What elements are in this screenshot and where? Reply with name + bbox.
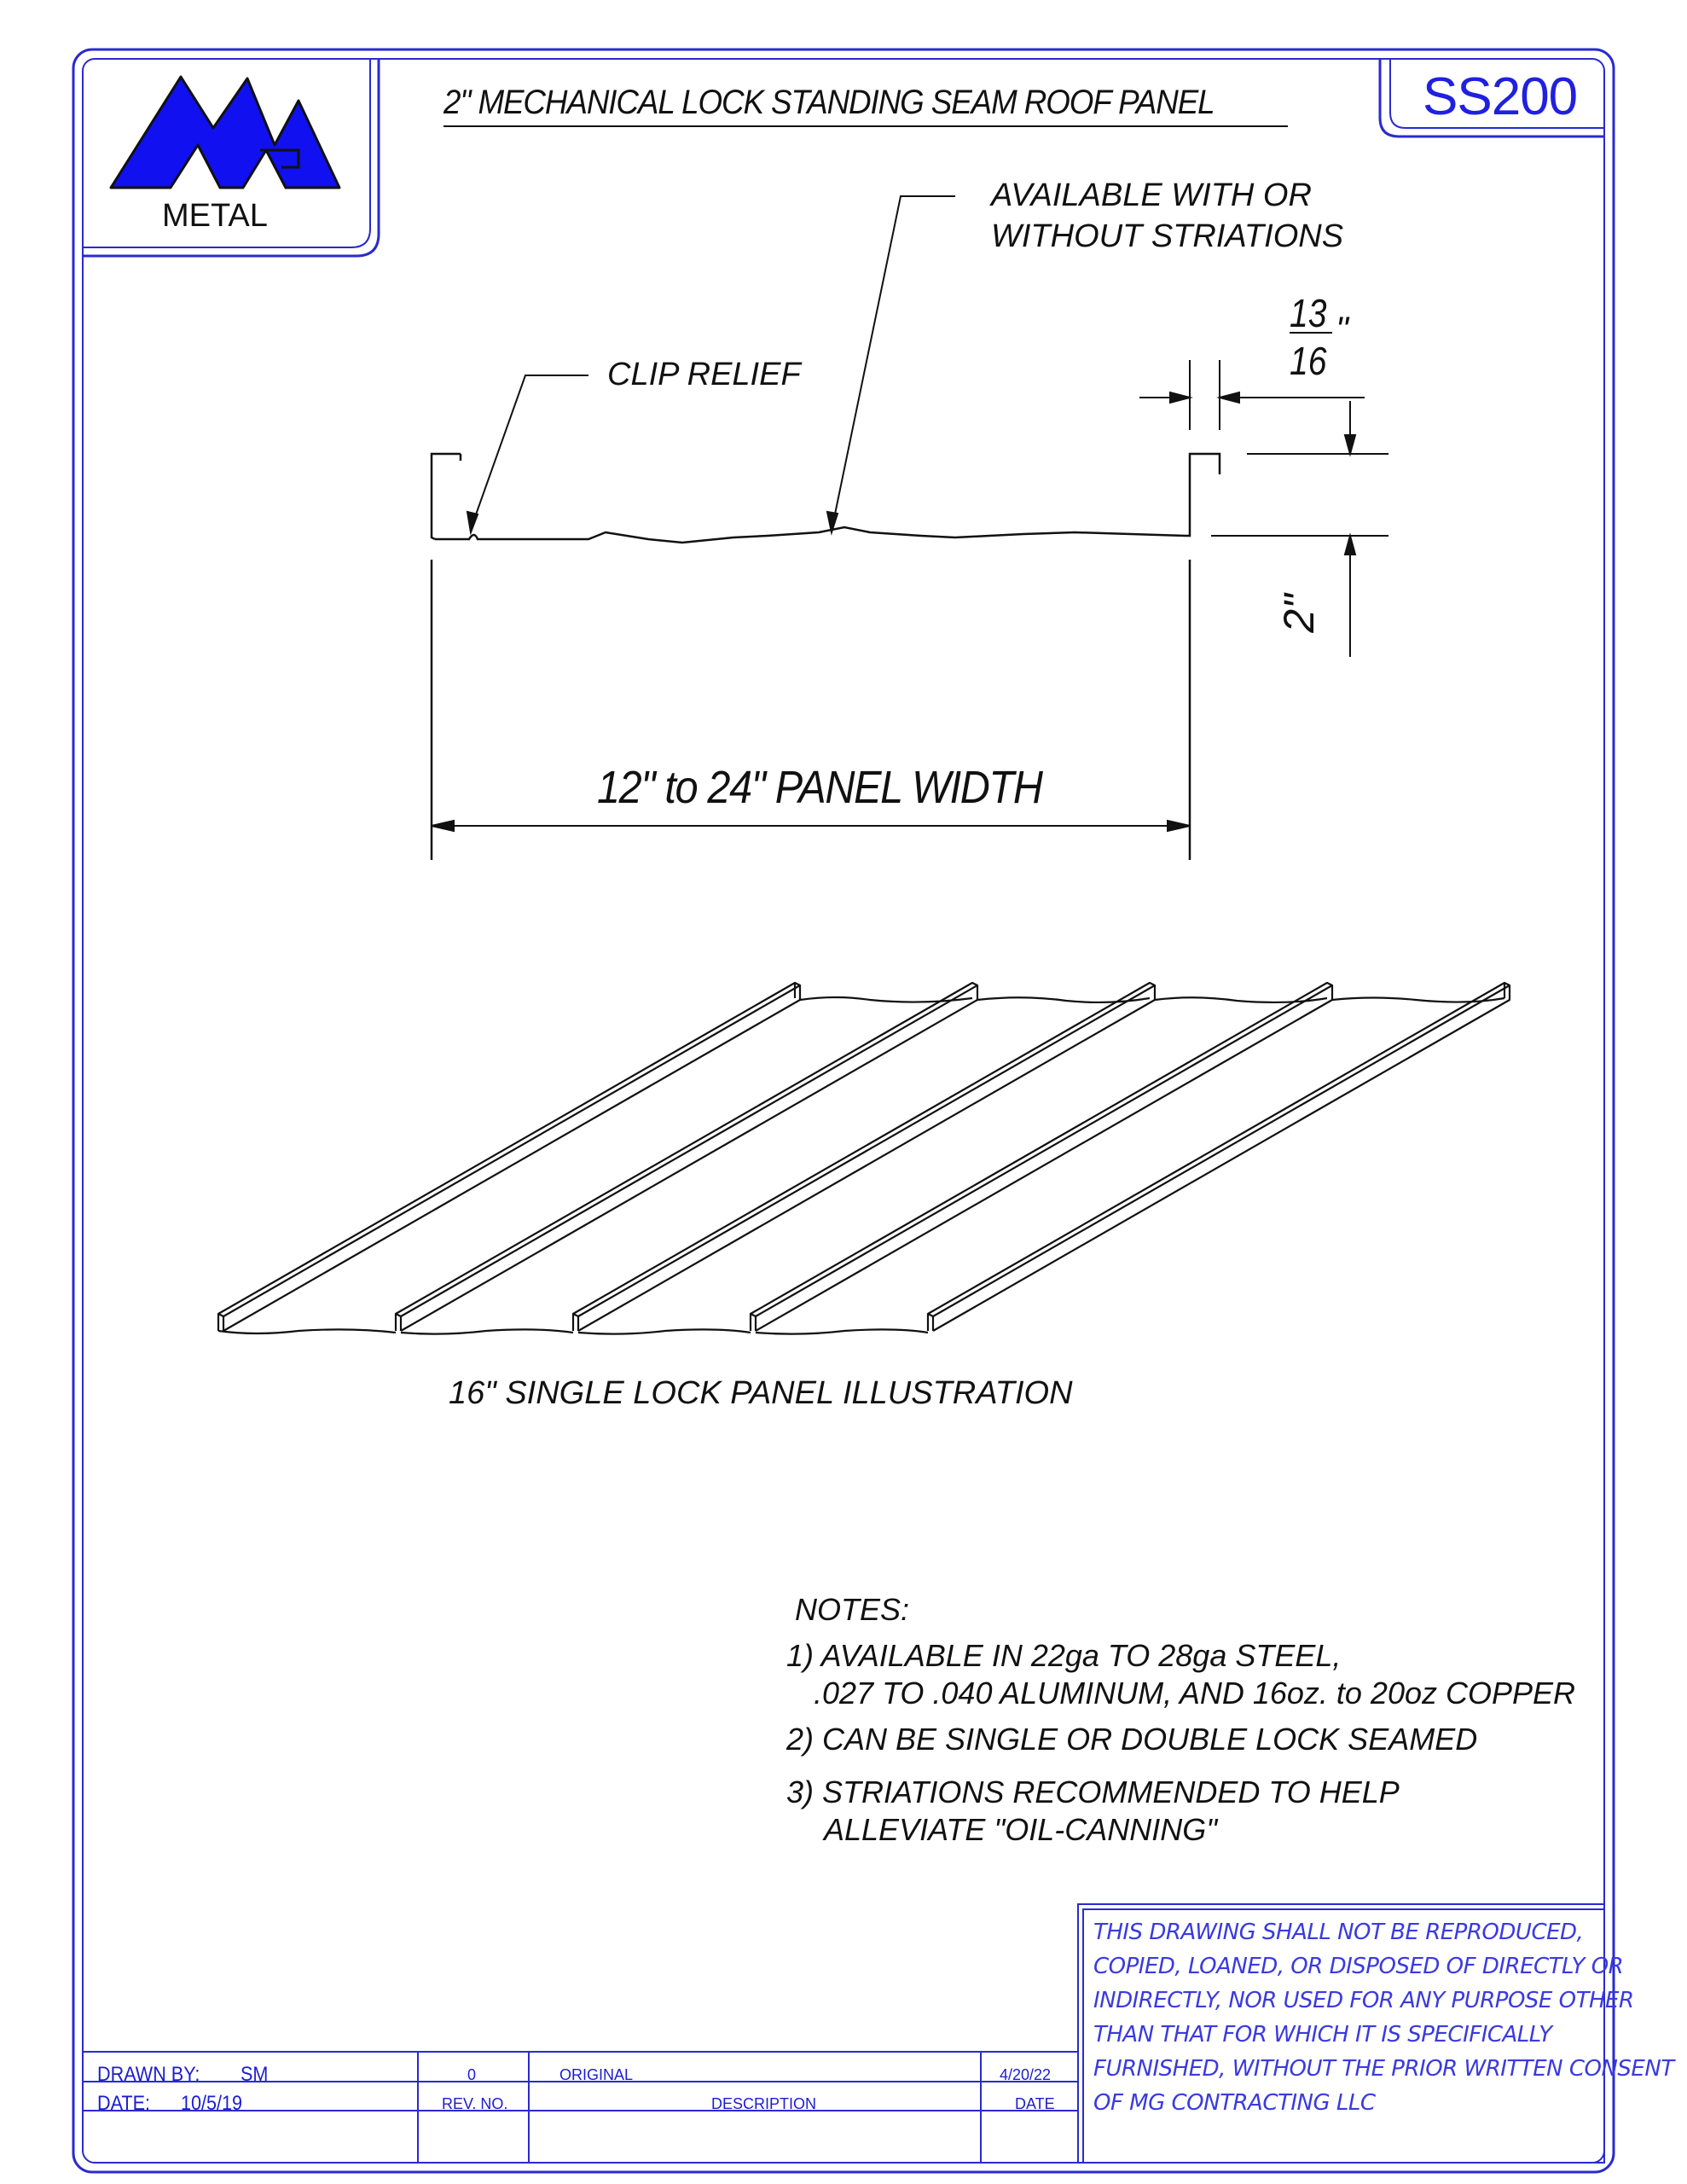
disclaimer-line1: THIS DRAWING SHALL NOT BE REPRODUCED, [1093,1920,1584,1945]
note-1-line1: 1) AVAILABLE IN 22ga TO 28ga STEEL, [786,1638,1342,1673]
date-label: DATE: [97,2092,151,2115]
clip-relief-callout: CLIP RELIEF [607,357,801,392]
striations-callout-line2: WITHOUT STRIATIONS [991,218,1344,254]
drawing-title: 2" MECHANICAL LOCK STANDING SEAM ROOF PANEL [443,84,1215,121]
panel-illustration [218,983,1510,1334]
description-label: DESCRIPTION [711,2095,817,2112]
rev-no-label: REV. NO. [442,2095,508,2112]
outer-border [73,49,1614,2172]
panel-width-label: 12" to 24" PANEL WIDTH [597,762,1042,813]
mg-logo-mark [111,77,339,188]
notes-heading: NOTES: [795,1592,910,1627]
disclaimer-line6: OF MG CONTRACTING LLC [1093,2090,1376,2116]
seam-width-denominator: 16 [1290,339,1327,383]
striations-callout-line1: AVAILABLE WITH OR [991,177,1312,213]
note-1-line2: .027 TO .040 ALUMINUM, AND 16oz. to 20oz COPPER [814,1676,1576,1711]
rev-no-value: 0 [467,2066,477,2083]
drawn-by-label: DRAWN BY: [97,2063,200,2086]
drawn-by-value: SM [241,2063,269,2086]
rev-description-value: ORIGINAL [559,2066,634,2083]
panel-width-dimension [432,821,1190,831]
disclaimer-line5: FURNISHED, WITHOUT THE PRIOR WRITTEN CONSENT [1093,2056,1674,2082]
seam-width-numerator: 13 [1290,291,1327,335]
rev-date-value: 4/20/22 [1000,2066,1052,2083]
disclaimer-line2: COPIED, LOANED, OR DISPOSED OF DIRECTLY OR [1093,1954,1624,1979]
illustration-caption: 16" SINGLE LOCK PANEL ILLUSTRATION [449,1375,1073,1411]
date-column-label: DATE [1015,2095,1055,2112]
date-value: 10/5/19 [181,2092,243,2115]
seam-width-dimension [1139,333,1365,430]
note-2: 2) CAN BE SINGLE OR DOUBLE LOCK SEAMED [786,1722,1478,1757]
part-number: SS200 [1423,67,1578,126]
disclaimer-line3: INDIRECTLY, NOR USED FOR ANY PURPOSE OTHER [1093,1988,1634,2013]
seam-width-inch-mark: " [1336,309,1348,349]
note-3-line2: ALLEVIATE "OIL-CANNING" [824,1812,1218,1847]
disclaimer-line4: THAN THAT FOR WHICH IT IS SPECIFICALLY [1093,2022,1552,2048]
seam-height-label: 2" [1274,594,1323,633]
logo-label: METAL [162,198,268,234]
note-3-line1: 3) STRIATIONS RECOMMENDED TO HELP [786,1774,1400,1809]
